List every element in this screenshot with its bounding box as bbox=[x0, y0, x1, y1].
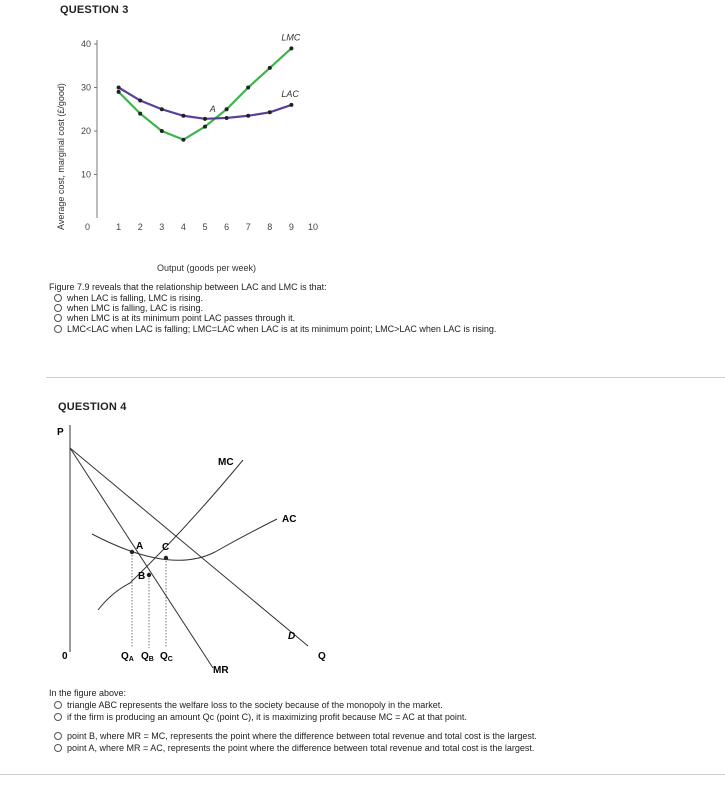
lac-point bbox=[268, 110, 272, 114]
radio-button[interactable] bbox=[54, 314, 62, 322]
question-divider bbox=[46, 377, 725, 378]
lmc-point bbox=[246, 86, 250, 90]
point-b-marker bbox=[147, 573, 151, 577]
mr-label: MR bbox=[213, 665, 229, 676]
y-tick-label: 20 bbox=[80, 126, 91, 136]
lmc-point bbox=[117, 90, 121, 94]
lmc-point bbox=[181, 138, 185, 142]
x-tick-label: 8 bbox=[267, 222, 273, 232]
question-4-stem: In the figure above: bbox=[49, 688, 127, 698]
lac-point bbox=[225, 116, 229, 120]
x-tick-label: 2 bbox=[137, 222, 143, 232]
q3-option-2[interactable] bbox=[54, 303, 496, 313]
x-tick-label: 4 bbox=[180, 222, 186, 232]
q4-option-2[interactable] bbox=[54, 711, 537, 723]
question-4-title: QUESTION 4 bbox=[58, 401, 127, 413]
x-tick-label: 3 bbox=[159, 222, 165, 232]
lac-point bbox=[138, 99, 142, 103]
q4-option-3-label: point B, where MR = MC, represents the point where the difference between total revenue and total cost is the largest. bbox=[67, 731, 537, 741]
q3-option-3[interactable] bbox=[54, 313, 496, 323]
q4-option-4-label: point A, where MR = AC, represents the point where the difference between total revenue and total cost is the largest. bbox=[67, 743, 535, 753]
q4-option-1[interactable] bbox=[54, 699, 537, 711]
lac-point bbox=[117, 86, 121, 90]
qa-label: $Q_A$ bbox=[121, 651, 134, 663]
x-tick-label: 9 bbox=[288, 222, 294, 232]
question-3-options bbox=[54, 293, 496, 334]
q3-option-3-label: when LMC is at its minimum point LAC passes through it. bbox=[67, 313, 296, 324]
lac-point bbox=[203, 117, 207, 121]
y-axis-label: Average cost, marginal cost (£/good) bbox=[56, 83, 66, 230]
point-b-label: B bbox=[138, 571, 146, 582]
x-axis-label: Output (goods per week) bbox=[157, 263, 257, 273]
monopoly-diagram bbox=[0, 420, 725, 720]
origin-label: 0 bbox=[85, 222, 91, 232]
lac-point bbox=[289, 103, 293, 107]
lmc-point bbox=[268, 66, 272, 70]
lmc-point bbox=[225, 107, 229, 111]
question-3-title: QUESTION 3 bbox=[60, 4, 129, 16]
y-tick-label: 30 bbox=[80, 82, 91, 93]
qc-label: $Q_C$ bbox=[160, 651, 173, 663]
lac-point bbox=[160, 107, 164, 111]
origin-label: 0 bbox=[62, 651, 68, 662]
marginal-cost-curve bbox=[98, 460, 243, 610]
x-tick-label: 10 bbox=[307, 222, 319, 232]
question-4-options bbox=[54, 699, 537, 754]
lac-point bbox=[181, 114, 185, 118]
y-tick-label: 10 bbox=[80, 169, 91, 180]
point-c-label: C bbox=[162, 542, 170, 553]
q3-option-1[interactable] bbox=[54, 293, 496, 303]
q3-option-2-label: when LMC is falling, LAC is rising. bbox=[67, 303, 204, 314]
lac-label: LAC bbox=[281, 88, 299, 99]
question-3-stem: Figure 7.9 reveals that the relationship between LAC and LMC is that: bbox=[49, 282, 327, 292]
lmc-point bbox=[160, 129, 164, 133]
radio-button[interactable] bbox=[54, 304, 62, 312]
demand-curve bbox=[70, 448, 308, 646]
q4-option-3[interactable] bbox=[54, 730, 537, 742]
ac-label: AC bbox=[282, 514, 297, 525]
x-tick-label: 7 bbox=[245, 222, 251, 232]
lmc-point bbox=[289, 46, 293, 50]
radio-button[interactable] bbox=[54, 294, 62, 302]
point-c-marker bbox=[164, 556, 168, 560]
mc-label: MC bbox=[218, 457, 234, 468]
qb-label: $Q_B$ bbox=[141, 651, 154, 663]
point-a-label: A bbox=[136, 541, 144, 552]
q3-option-1-label: when LAC is falling, LMC is rising. bbox=[67, 293, 204, 304]
radio-button[interactable] bbox=[54, 325, 62, 333]
lmc-point bbox=[203, 125, 207, 129]
q4-option-1-label: triangle ABC represents the welfare loss to the society because of the monopoly in the market. bbox=[67, 700, 443, 710]
x-tick-label: 1 bbox=[116, 222, 122, 232]
quantity-axis-label: Q bbox=[318, 651, 326, 662]
lac-line bbox=[119, 88, 292, 119]
y-tick-label: 40 bbox=[80, 39, 91, 49]
lac-point bbox=[246, 114, 250, 118]
x-tick-label: 5 bbox=[202, 222, 208, 232]
figure-7-9-chart bbox=[0, 0, 725, 290]
bottom-divider bbox=[0, 774, 725, 775]
point-a-marker bbox=[130, 550, 134, 554]
point-a-annotation: A bbox=[209, 103, 216, 114]
q3-option-4[interactable] bbox=[54, 324, 496, 334]
radio-button[interactable] bbox=[54, 713, 62, 721]
q4-option-4[interactable] bbox=[54, 742, 537, 754]
q4-option-2-label: if the firm is producing an amount Qc (point C), it is maximizing profit because MC = AC at that point. bbox=[67, 712, 467, 722]
price-axis-label: P bbox=[57, 427, 64, 438]
lmc-label: LMC bbox=[281, 32, 301, 43]
lmc-point bbox=[138, 112, 142, 116]
d-label: D bbox=[288, 631, 296, 642]
x-tick-label: 6 bbox=[224, 222, 230, 232]
q3-option-4-label: LMC<LAC when LAC is falling; LMC=LAC when LAC is at its minimum point; LMC>LAC when LAC is rising. bbox=[67, 323, 497, 334]
radio-button[interactable] bbox=[54, 701, 62, 709]
radio-button[interactable] bbox=[54, 744, 62, 752]
marginal-revenue-curve bbox=[70, 448, 213, 668]
radio-button[interactable] bbox=[54, 732, 62, 740]
